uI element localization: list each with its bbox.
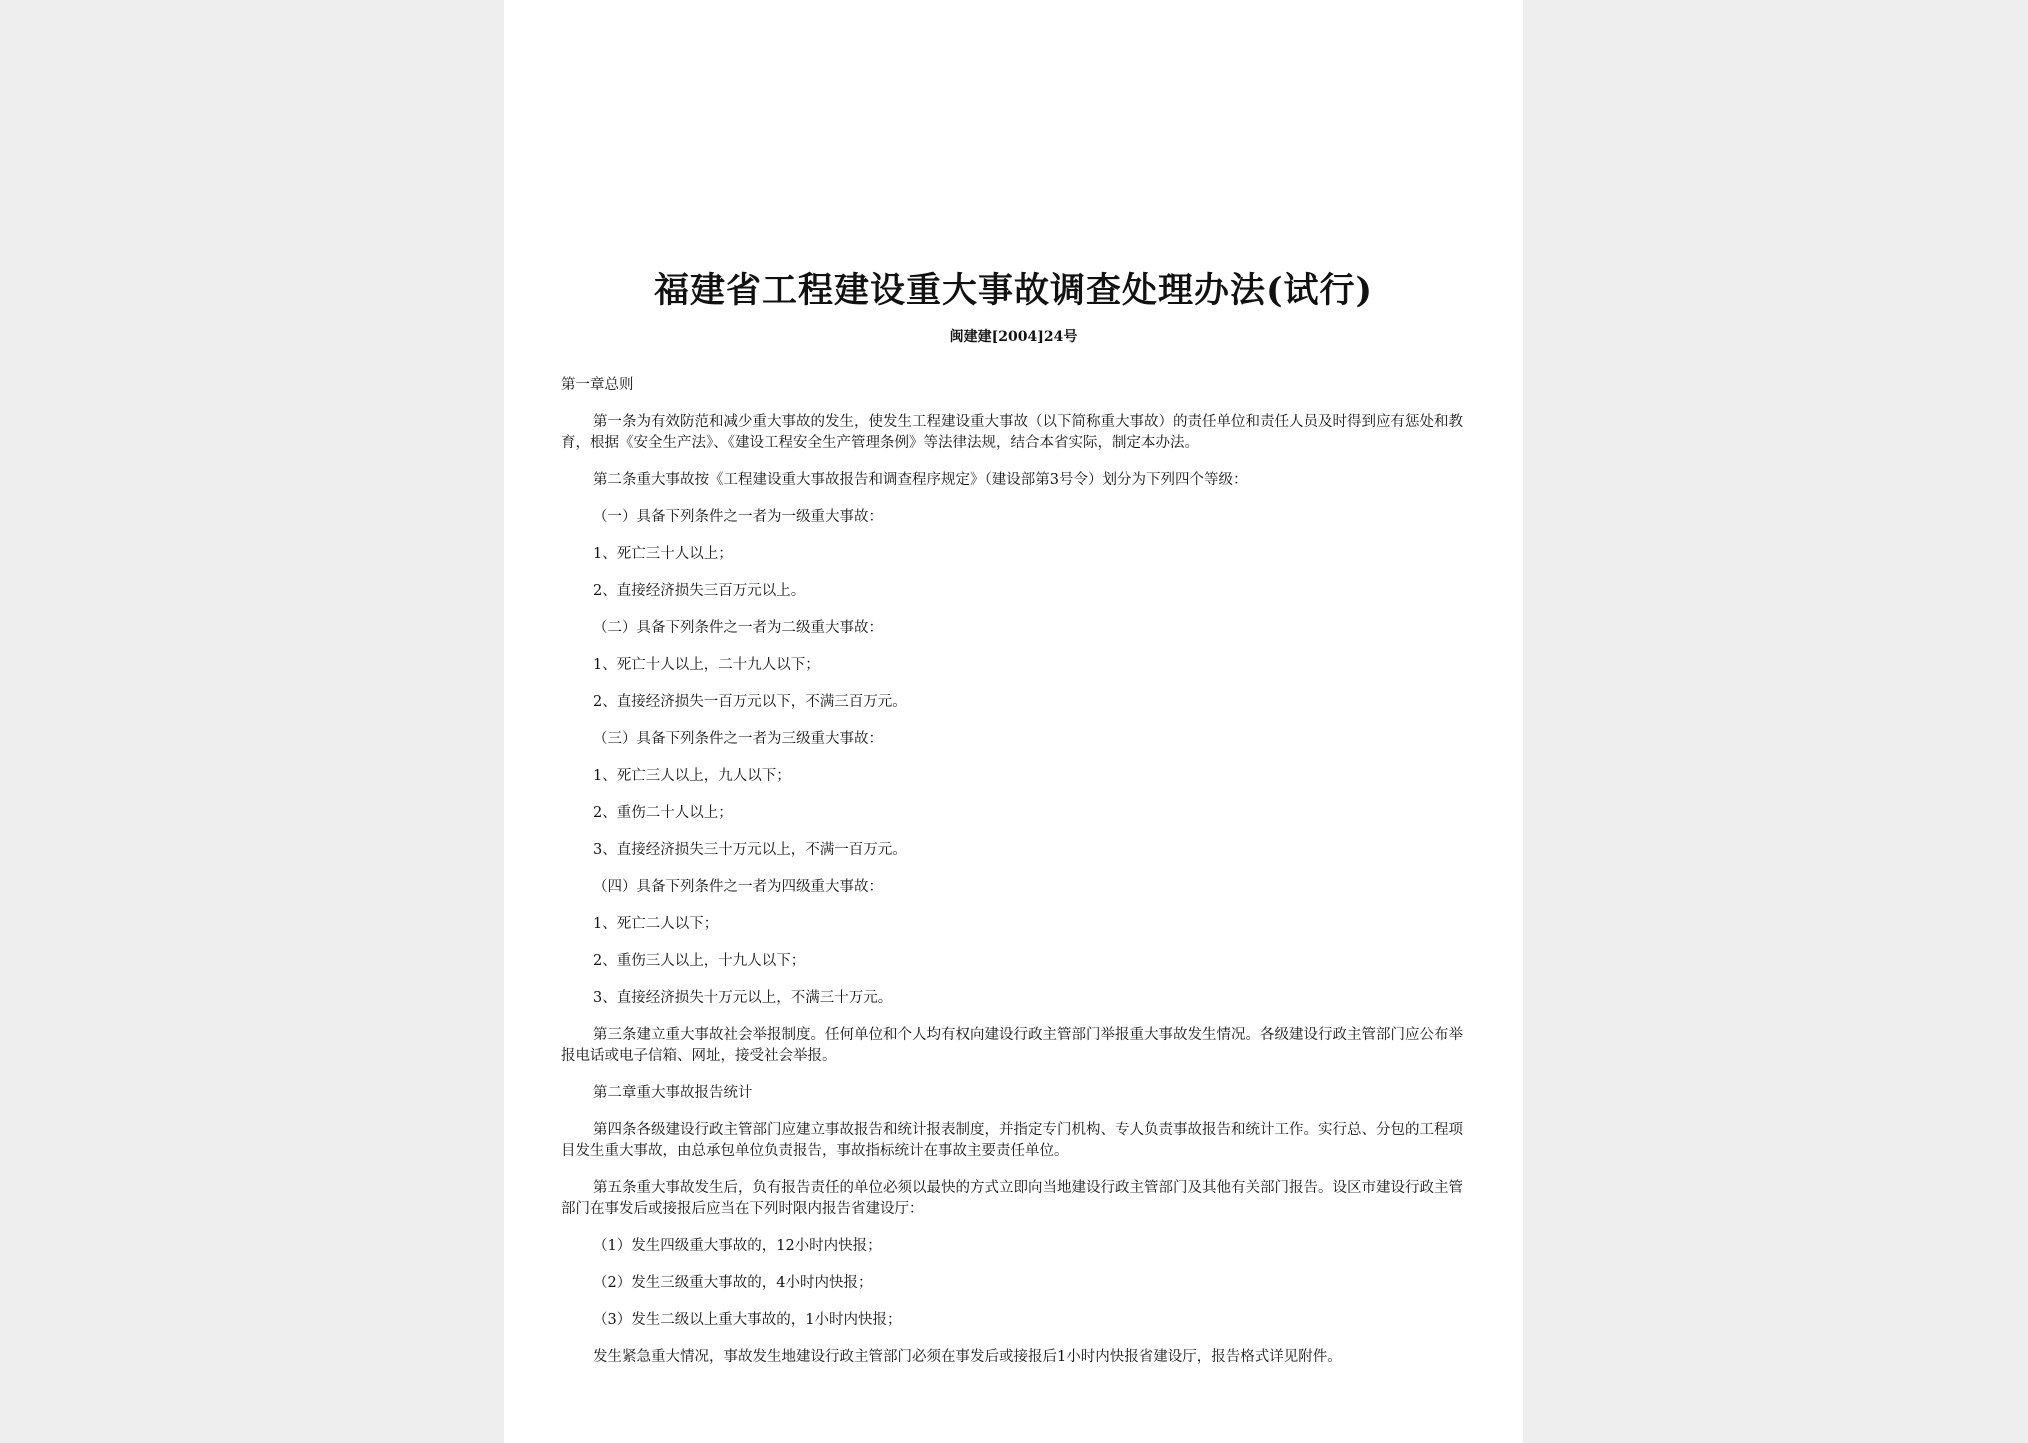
chapter-heading: 第一章总则 [561, 377, 634, 393]
list-item: 1、死亡二人以下； [593, 916, 719, 932]
article-paragraph: 发生紧急重大情况，事故发生地建设行政主管部门必须在事发后或接报后1小时内快报省建设厅，报告格式详见附件。 [593, 1349, 1342, 1365]
article-paragraph: 第四条各级建设行政主管部门应建立事故报告和统计报表制度，并指定专门机构、专人负责事故报告和统计工作。实行总、分包的工程项目发生重大事故，由总承包单位负责报告，事故指标统计在事故主要责任单位。 [561, 1122, 1463, 1159]
list-item: 1、死亡十人以上，二十九人以下； [593, 657, 820, 673]
list-item: 1、死亡三人以上，九人以下； [593, 768, 791, 784]
list-item: 1、死亡三十人以上； [593, 546, 733, 562]
document-page [504, 0, 1523, 1443]
article-paragraph: 第五条重大事故发生后，负有报告责任的单位必须以最快的方式立即向当地建设行政主管部门及其他有关部门报告。设区市建设行政主管部门在事发后或接报后应当在下列时限内报告省建设厅： [561, 1180, 1463, 1217]
list-item: （3）发生二级以上重大事故的，1小时内快报； [593, 1312, 902, 1328]
document-number: 闽建建[2004]24号 [949, 329, 1078, 345]
list-item: （三）具备下列条件之一者为三级重大事故： [593, 731, 883, 747]
list-item: 2、直接经济损失三百万元以上。 [593, 583, 806, 599]
list-item: 3、直接经济损失十万元以上，不满三十万元。 [593, 990, 893, 1006]
article-paragraph: 第一条为有效防范和减少重大事故的发生，使发生工程建设重大事故（以下简称重大事故）的责任单位和责任人员及时得到应有惩处和教育，根据《安全生产法》、《建设工程安全生产管理条例》等法律法规，结合本省实际，制定本办法。 [561, 414, 1463, 451]
article-paragraph: 第三条建立重大事故社会举报制度。任何单位和个人均有权向建设行政主管部门举报重大事故发生情况。各级建设行政主管部门应公布举报电话或电子信箱、网址，接受社会举报。 [561, 1027, 1463, 1064]
list-item: 2、重伤三人以上，十九人以下； [593, 953, 806, 969]
list-item: 3、直接经济损失三十万元以上，不满一百万元。 [593, 842, 907, 858]
list-item: （二）具备下列条件之一者为二级重大事故： [593, 620, 883, 636]
list-item: 2、直接经济损失一百万元以下，不满三百万元。 [593, 694, 907, 710]
list-item: 2、重伤二十人以上； [593, 805, 733, 821]
list-item: （2）发生三级重大事故的，4小时内快报； [593, 1275, 873, 1291]
chapter-heading: 第二章重大事故报告统计 [593, 1085, 753, 1101]
list-item: （四）具备下列条件之一者为四级重大事故： [593, 879, 883, 895]
article-paragraph: 第二条重大事故按《工程建设重大事故报告和调查程序规定》（建设部第3号令）划分为下列四个等级： [593, 472, 1248, 488]
list-item: （一）具备下列条件之一者为一级重大事故： [593, 509, 883, 525]
document-title: 福建省工程建设重大事故调查处理办法(试行) [653, 270, 1374, 311]
document-body [561, 375, 1473, 1384]
list-item: （1）发生四级重大事故的，12小时内快报； [593, 1238, 882, 1254]
